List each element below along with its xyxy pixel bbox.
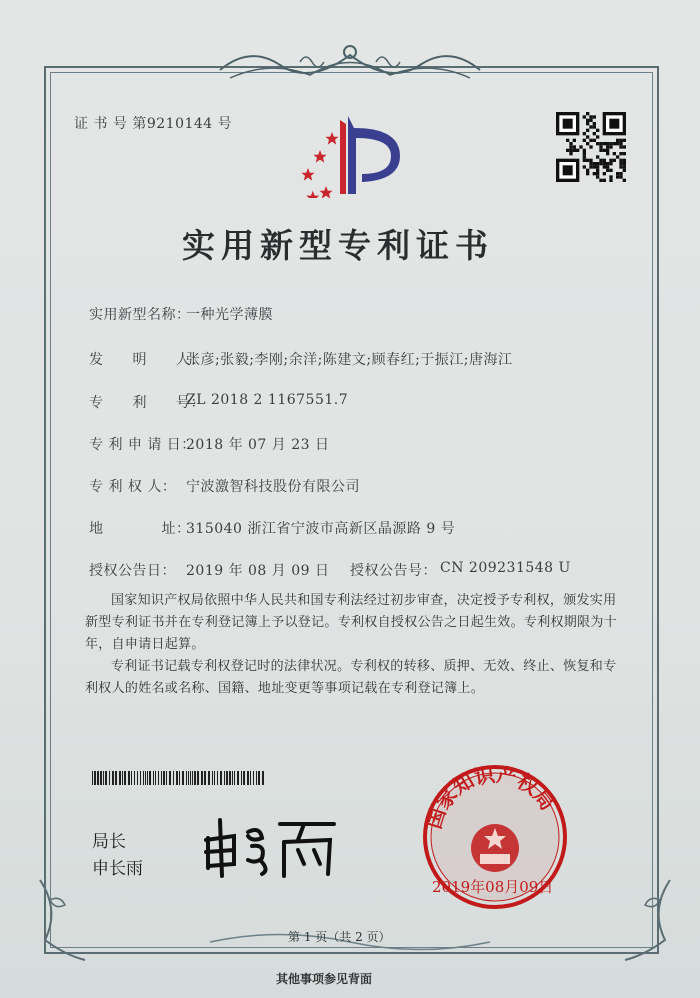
patent-office-logo [296, 108, 406, 198]
other-notes: 其他事项参见背面 [276, 972, 373, 986]
field-label-patentee: 专 利 权 人： [89, 479, 177, 495]
field-label-name: 实用新型名称： [89, 307, 191, 323]
qr-code [556, 112, 626, 182]
barcode [92, 771, 266, 785]
field-value-inventors: 张彦;张毅;李刚;余洋;陈建文;顾春红;于振江;唐海江 [186, 352, 513, 368]
field-value-filing-date: 2018 年 07 月 23 日 [186, 437, 330, 453]
director-title: 局长 [92, 832, 126, 852]
field-label-address: 地 址： [89, 521, 191, 537]
statement-paragraph-2: 专利证书记载专利权登记时的法律状况。专利权的转移、质押、无效、终止、恢复和专利权人的姓名或名称、国籍、地址变更等事项记载在专利登记簿上。 [85, 659, 617, 696]
certificate-title: 实用新型专利证书 [182, 226, 494, 265]
director-name: 申长雨 [92, 859, 143, 879]
seal-date: 2019年08月09日 [432, 878, 554, 896]
field-label-patent-no: 专 利 号： [89, 395, 205, 411]
certificate-number: 证 书 号 第9210144 号 [74, 116, 233, 132]
bottom-right-ornament [620, 870, 680, 970]
grant-no-value: CN 209231548 U [440, 560, 571, 576]
field-value-address: 315040 浙江省宁波市高新区晶源路 9 号 [186, 521, 456, 537]
grant-date-label: 授权公告日： [89, 563, 176, 579]
field-value-name: 一种光学薄膜 [186, 307, 273, 323]
field-label-inventors: 发 明 人： [89, 352, 205, 368]
field-value-patentee: 宁波激智科技股份有限公司 [186, 479, 360, 495]
field-label-filing-date: 专 利 申 请 日： [89, 437, 196, 453]
director-signature [200, 810, 340, 880]
top-ornament [210, 40, 490, 90]
page-number: 第 1 页（共 2 页） [288, 930, 391, 944]
statement-paragraph-1: 国家知识产权局依照中华人民共和国专利法经过初步审查，决定授予专利权，颁发实用新型专利证书并在专利登记簿上予以登记。专利权自授权公告之日起生效。专利权期限为十年，自申请日起算。 [85, 593, 618, 652]
seal-text: 国家知识产权局 [421, 762, 561, 832]
grant-no-label: 授权公告号： [350, 563, 437, 579]
grant-date-value: 2019 年 08 月 09 日 [186, 563, 330, 579]
field-value-patent-no: ZL 2018 2 1167551.7 [186, 392, 349, 408]
bottom-left-ornament [30, 870, 90, 970]
